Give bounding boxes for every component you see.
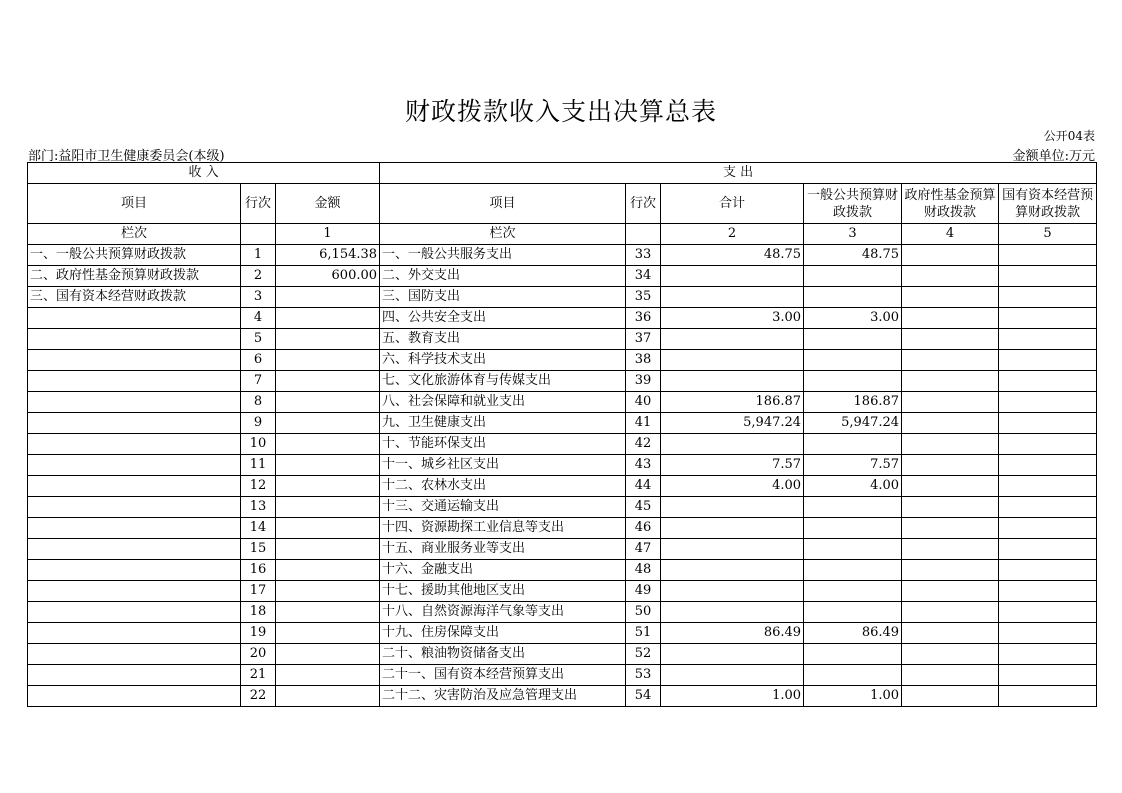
total-cell: 86.49 [661, 623, 804, 644]
income-amount-cell [276, 560, 380, 581]
fund-budget-cell [902, 623, 999, 644]
fund-budget-cell [902, 581, 999, 602]
income-row-no-cell: 16 [241, 560, 276, 581]
table-row [28, 665, 1097, 686]
income-row-no-cell: 10 [241, 434, 276, 455]
income-amount-cell [276, 413, 380, 434]
income-item-cell [28, 329, 241, 350]
expense-row-no-cell: 52 [626, 644, 661, 665]
general-budget-cell [804, 602, 902, 623]
fund-budget-cell [902, 350, 999, 371]
table-row [28, 581, 1097, 602]
table-row [28, 329, 1097, 350]
table-row [28, 308, 1097, 329]
state-capital-cell [999, 686, 1097, 707]
fund-budget-cell [902, 266, 999, 287]
income-amount-cell [276, 287, 380, 308]
general-budget-cell: 3.00 [804, 308, 902, 329]
income-row-no-cell: 20 [241, 644, 276, 665]
expense-item-cell: 二十二、灾害防治及应急管理支出 [380, 686, 626, 707]
income-item-cell: 三、国有资本经营财政拨款 [28, 287, 241, 308]
fund-budget-cell [902, 560, 999, 581]
expense-item-cell: 二十一、国有资本经营预算支出 [380, 665, 626, 686]
general-budget-cell: 86.49 [804, 623, 902, 644]
income-row-no-cell: 4 [241, 308, 276, 329]
income-section-header: 收 入 [28, 163, 380, 184]
state-capital-cell [999, 665, 1097, 686]
income-row-no-cell: 2 [241, 266, 276, 287]
column-number-2: 2 [661, 224, 804, 245]
state-capital-cell [999, 455, 1097, 476]
income-amount-cell [276, 329, 380, 350]
income-amount-cell [276, 665, 380, 686]
income-row-no-cell: 6 [241, 350, 276, 371]
income-row-no-cell: 3 [241, 287, 276, 308]
expense-item-cell: 一、一般公共服务支出 [380, 245, 626, 266]
income-amount-cell [276, 476, 380, 497]
state-capital-cell [999, 392, 1097, 413]
state-capital-cell [999, 329, 1097, 350]
general-budget-cell [804, 497, 902, 518]
general-budget-cell: 5,947.24 [804, 413, 902, 434]
state-capital-cell [999, 287, 1097, 308]
income-amount-cell [276, 644, 380, 665]
state-capital-cell [999, 497, 1097, 518]
income-item-cell [28, 455, 241, 476]
income-item-cell [28, 371, 241, 392]
fund-budget-cell [902, 644, 999, 665]
total-cell [661, 371, 804, 392]
fund-budget-cell [902, 476, 999, 497]
total-cell [661, 539, 804, 560]
general-budget-cell [804, 434, 902, 455]
income-amount-cell [276, 434, 380, 455]
expense-row-no-cell: 38 [626, 350, 661, 371]
total-cell: 5,947.24 [661, 413, 804, 434]
table-row [28, 266, 1097, 287]
expense-row-no-cell: 35 [626, 287, 661, 308]
expense-row-no-cell: 51 [626, 623, 661, 644]
fund-budget-cell [902, 539, 999, 560]
general-budget-cell: 1.00 [804, 686, 902, 707]
total-cell: 186.87 [661, 392, 804, 413]
income-row-no-cell: 15 [241, 539, 276, 560]
state-capital-cell [999, 581, 1097, 602]
state-capital-cell [999, 602, 1097, 623]
budget-table [27, 162, 1097, 707]
state-capital-cell [999, 518, 1097, 539]
income-row-no-cell: 8 [241, 392, 276, 413]
total-cell [661, 434, 804, 455]
income-item-cell [28, 308, 241, 329]
table-row [28, 434, 1097, 455]
income-row-no-cell: 13 [241, 497, 276, 518]
table-row [28, 392, 1097, 413]
income-amount-cell [276, 686, 380, 707]
expense-row-no-cell: 48 [626, 560, 661, 581]
general-budget-cell [804, 560, 902, 581]
expense-item-cell: 九、卫生健康支出 [380, 413, 626, 434]
total-cell [661, 350, 804, 371]
total-cell [661, 581, 804, 602]
general-budget-cell [804, 266, 902, 287]
income-item-cell: 二、政府性基金预算财政拨款 [28, 266, 241, 287]
general-budget-cell [804, 539, 902, 560]
income-item-cell [28, 644, 241, 665]
income-amount-header: 金额 [276, 184, 380, 224]
income-row-no-cell: 22 [241, 686, 276, 707]
income-item-cell: 一、一般公共预算财政拨款 [28, 245, 241, 266]
state-capital-cell [999, 539, 1097, 560]
general-budget-cell [804, 329, 902, 350]
fund-budget-cell [902, 245, 999, 266]
expense-row-no-cell: 44 [626, 476, 661, 497]
total-cell [661, 602, 804, 623]
state-capital-cell [999, 266, 1097, 287]
expense-item-cell: 十二、农林水支出 [380, 476, 626, 497]
income-row-no-cell: 1 [241, 245, 276, 266]
expense-row-no-cell: 39 [626, 371, 661, 392]
general-budget-cell [804, 350, 902, 371]
income-row-no-cell: 7 [241, 371, 276, 392]
income-item-cell [28, 413, 241, 434]
empty-cell [241, 224, 276, 245]
income-amount-cell [276, 602, 380, 623]
fund-budget-cell [902, 308, 999, 329]
expense-item-cell: 十一、城乡社区支出 [380, 455, 626, 476]
total-cell [661, 266, 804, 287]
income-row-no-cell: 11 [241, 455, 276, 476]
income-amount-cell [276, 392, 380, 413]
total-cell [661, 497, 804, 518]
fund-budget-cell [902, 287, 999, 308]
amount-unit-label: 金额单位:万元 [1012, 149, 1095, 164]
table-row [28, 644, 1097, 665]
fund-budget-cell [902, 686, 999, 707]
income-item-header: 项目 [28, 184, 241, 224]
table-row [28, 539, 1097, 560]
income-item-cell [28, 602, 241, 623]
fund-budget-cell [902, 392, 999, 413]
expense-item-header: 项目 [380, 184, 626, 224]
total-cell: 1.00 [661, 686, 804, 707]
income-row-no-cell: 14 [241, 518, 276, 539]
income-row-no-cell: 5 [241, 329, 276, 350]
expense-item-cell: 四、公共安全支出 [380, 308, 626, 329]
general-budget-cell [804, 665, 902, 686]
expense-row-no-cell: 45 [626, 497, 661, 518]
column-number-3: 3 [804, 224, 902, 245]
total-cell [661, 644, 804, 665]
income-item-cell [28, 581, 241, 602]
table-row [28, 245, 1097, 266]
state-capital-cell [999, 560, 1097, 581]
income-amount-cell [276, 308, 380, 329]
income-row-no-cell: 17 [241, 581, 276, 602]
fund-budget-cell [902, 371, 999, 392]
total-cell [661, 665, 804, 686]
table-row [28, 497, 1097, 518]
expense-row-no-cell: 54 [626, 686, 661, 707]
expense-item-cell: 十五、商业服务业等支出 [380, 539, 626, 560]
state-capital-cell [999, 371, 1097, 392]
income-amount-cell [276, 581, 380, 602]
fund-budget-cell [902, 329, 999, 350]
expense-item-cell: 二十、粮油物资储备支出 [380, 644, 626, 665]
expense-item-cell: 十、节能环保支出 [380, 434, 626, 455]
expense-column-label: 栏次 [380, 224, 626, 245]
income-item-cell [28, 350, 241, 371]
expense-item-cell: 十三、交通运输支出 [380, 497, 626, 518]
state-capital-cell [999, 434, 1097, 455]
income-row-no-header: 行次 [241, 184, 276, 224]
general-budget-cell: 4.00 [804, 476, 902, 497]
general-budget-cell [804, 287, 902, 308]
table-row [28, 371, 1097, 392]
expense-section-header: 支 出 [380, 163, 1097, 184]
expense-item-cell: 十七、援助其他地区支出 [380, 581, 626, 602]
income-item-cell [28, 434, 241, 455]
expense-item-cell: 八、社会保障和就业支出 [380, 392, 626, 413]
expense-row-no-cell: 36 [626, 308, 661, 329]
income-amount-cell: 6,154.38 [276, 245, 380, 266]
expense-row-no-cell: 42 [626, 434, 661, 455]
income-item-cell [28, 665, 241, 686]
expense-row-no-cell: 33 [626, 245, 661, 266]
income-amount-cell [276, 623, 380, 644]
table-row [28, 602, 1097, 623]
income-row-no-cell: 12 [241, 476, 276, 497]
table-row [28, 287, 1097, 308]
expense-row-no-cell: 53 [626, 665, 661, 686]
form-number: 公开04表 [1043, 129, 1095, 143]
state-capital-cell [999, 350, 1097, 371]
income-amount-cell: 600.00 [276, 266, 380, 287]
table-row [28, 350, 1097, 371]
state-capital-cell [999, 245, 1097, 266]
income-amount-cell [276, 350, 380, 371]
general-budget-cell: 7.57 [804, 455, 902, 476]
fund-budget-cell [902, 455, 999, 476]
total-header: 合计 [661, 184, 804, 224]
income-item-cell [28, 497, 241, 518]
fund-budget-cell [902, 413, 999, 434]
expense-item-cell: 十六、金融支出 [380, 560, 626, 581]
income-row-no-cell: 18 [241, 602, 276, 623]
state-capital-cell [999, 623, 1097, 644]
expense-item-cell: 五、教育支出 [380, 329, 626, 350]
total-cell: 7.57 [661, 455, 804, 476]
expense-item-cell: 六、科学技术支出 [380, 350, 626, 371]
income-item-cell [28, 476, 241, 497]
expense-row-no-cell: 40 [626, 392, 661, 413]
income-item-cell [28, 560, 241, 581]
expense-row-no-cell: 46 [626, 518, 661, 539]
income-item-cell [28, 686, 241, 707]
income-column-label: 栏次 [28, 224, 241, 245]
state-capital-cell [999, 413, 1097, 434]
fund-budget-cell [902, 497, 999, 518]
fund-budget-cell [902, 602, 999, 623]
expense-item-cell: 七、文化旅游体育与传媒支出 [380, 371, 626, 392]
general-budget-cell: 48.75 [804, 245, 902, 266]
total-cell [661, 287, 804, 308]
table-row [28, 560, 1097, 581]
expense-row-no-cell: 34 [626, 266, 661, 287]
total-cell: 4.00 [661, 476, 804, 497]
income-item-cell [28, 623, 241, 644]
column-number-5: 5 [999, 224, 1097, 245]
state-capital-cell [999, 644, 1097, 665]
expense-item-cell: 三、国防支出 [380, 287, 626, 308]
fund-budget-cell [902, 518, 999, 539]
total-cell [661, 329, 804, 350]
expense-row-no-cell: 37 [626, 329, 661, 350]
total-cell: 3.00 [661, 308, 804, 329]
expense-item-cell: 十八、自然资源海洋气象等支出 [380, 602, 626, 623]
general-budget-header: 一般公共预算财政拨款 [804, 184, 902, 224]
general-budget-cell [804, 518, 902, 539]
income-row-no-cell: 21 [241, 665, 276, 686]
table-row [28, 686, 1097, 707]
general-budget-cell: 186.87 [804, 392, 902, 413]
total-cell [661, 518, 804, 539]
income-amount-cell [276, 539, 380, 560]
income-item-cell [28, 392, 241, 413]
column-number-4: 4 [902, 224, 999, 245]
income-amount-cell [276, 371, 380, 392]
column-number-1: 1 [276, 224, 380, 245]
income-amount-cell [276, 497, 380, 518]
expense-item-cell: 二、外交支出 [380, 266, 626, 287]
department-label: 部门:益阳市卫生健康委员会(本级) [28, 149, 225, 164]
general-budget-cell [804, 644, 902, 665]
expense-item-cell: 十四、资源勘探工业信息等支出 [380, 518, 626, 539]
fund-budget-cell [902, 434, 999, 455]
table-row [28, 455, 1097, 476]
income-item-cell [28, 539, 241, 560]
table-row [28, 476, 1097, 497]
income-item-cell [28, 518, 241, 539]
expense-row-no-cell: 41 [626, 413, 661, 434]
general-budget-cell [804, 371, 902, 392]
page-title: 财政拨款收入支出决算总表 [404, 97, 717, 126]
income-row-no-cell: 19 [241, 623, 276, 644]
expense-row-no-cell: 49 [626, 581, 661, 602]
expense-row-no-cell: 47 [626, 539, 661, 560]
table-row [28, 518, 1097, 539]
state-capital-header: 国有资本经营预算财政拨款 [999, 184, 1097, 224]
table-row [28, 413, 1097, 434]
expense-item-cell: 十九、住房保障支出 [380, 623, 626, 644]
fund-budget-header: 政府性基金预算财政拨款 [902, 184, 999, 224]
fund-budget-cell [902, 665, 999, 686]
state-capital-cell [999, 308, 1097, 329]
expense-row-no-cell: 50 [626, 602, 661, 623]
income-row-no-cell: 9 [241, 413, 276, 434]
general-budget-cell [804, 581, 902, 602]
total-cell: 48.75 [661, 245, 804, 266]
expense-row-no-cell: 43 [626, 455, 661, 476]
income-amount-cell [276, 455, 380, 476]
state-capital-cell [999, 476, 1097, 497]
table-row [28, 623, 1097, 644]
empty-cell [626, 224, 661, 245]
income-amount-cell [276, 518, 380, 539]
total-cell [661, 560, 804, 581]
expense-row-no-header: 行次 [626, 184, 661, 224]
